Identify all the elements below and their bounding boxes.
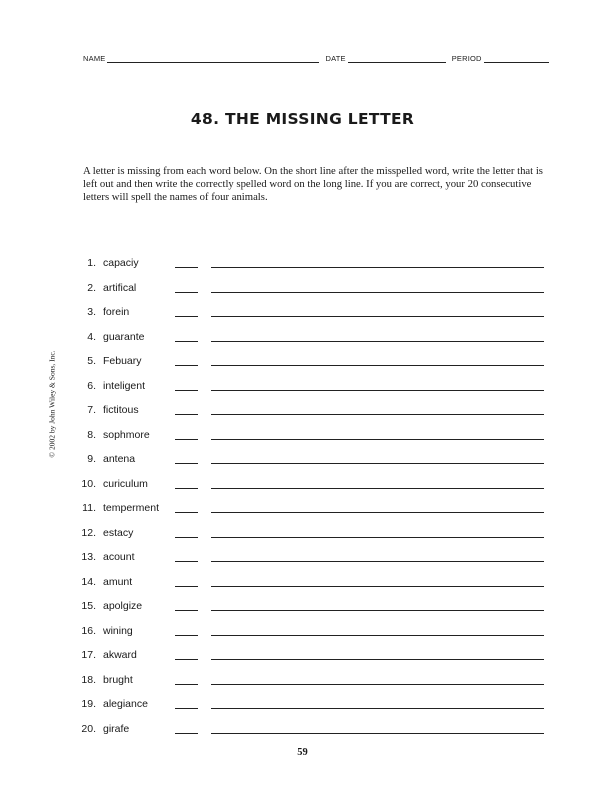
list-item bbox=[0, 350, 605, 375]
item-number: 12. bbox=[81, 526, 96, 539]
item-number: 9. bbox=[87, 453, 96, 465]
instructions-text: A letter is missing from each word below. On the short line after the misspelled word, write the letter that is left out and then write the correctly spelled word on the long line. If you are correct, your 20 consecutive letters will spell the names of four animals. bbox=[83, 165, 543, 203]
missing-letter-blank[interactable] bbox=[175, 341, 198, 342]
missing-letter-blank[interactable] bbox=[175, 512, 198, 513]
missing-letter-blank[interactable] bbox=[175, 414, 198, 415]
corrected-word-blank[interactable] bbox=[211, 684, 544, 685]
item-number: 6. bbox=[87, 379, 96, 392]
list-item bbox=[0, 375, 605, 400]
corrected-word-blank[interactable] bbox=[211, 390, 544, 391]
item-number: 7. bbox=[87, 404, 96, 416]
corrected-word-blank[interactable] bbox=[211, 316, 544, 317]
missing-letter-blank[interactable] bbox=[175, 488, 198, 489]
item-number: 17. bbox=[81, 649, 96, 661]
date-label: DATE bbox=[325, 54, 346, 63]
list-item bbox=[0, 497, 605, 522]
corrected-word-blank[interactable] bbox=[211, 537, 544, 538]
misspelled-word: estacy bbox=[103, 526, 134, 539]
period-blank[interactable] bbox=[484, 54, 549, 63]
item-number: 3. bbox=[87, 306, 96, 318]
missing-letter-blank[interactable] bbox=[175, 439, 198, 440]
corrected-word-blank[interactable] bbox=[211, 635, 544, 636]
list-item bbox=[0, 448, 605, 473]
list-item bbox=[0, 252, 605, 277]
corrected-word-blank[interactable] bbox=[211, 512, 544, 513]
list-item bbox=[0, 424, 605, 449]
misspelled-word: fictitous bbox=[103, 404, 139, 416]
misspelled-word: Febuary bbox=[103, 355, 142, 367]
misspelled-word: inteligent bbox=[103, 379, 146, 392]
misspelled-word: temperment bbox=[103, 502, 160, 514]
word-list bbox=[0, 252, 605, 742]
list-item bbox=[0, 301, 605, 326]
misspelled-word: forein bbox=[103, 306, 130, 318]
corrected-word-blank[interactable] bbox=[211, 610, 544, 611]
corrected-word-blank[interactable] bbox=[211, 586, 544, 587]
misspelled-word: antena bbox=[103, 453, 136, 465]
page-number: 59 bbox=[297, 747, 308, 758]
corrected-word-blank[interactable] bbox=[211, 365, 544, 366]
list-item bbox=[0, 718, 605, 743]
period-label: PERIOD bbox=[451, 54, 482, 63]
misspelled-word: curiculum bbox=[103, 477, 148, 490]
list-item bbox=[0, 399, 605, 424]
missing-letter-blank[interactable] bbox=[175, 659, 198, 660]
missing-letter-blank[interactable] bbox=[175, 316, 198, 317]
misspelled-word: sophmore bbox=[103, 428, 150, 441]
list-item bbox=[0, 473, 605, 498]
item-number: 10. bbox=[81, 477, 96, 490]
missing-letter-blank[interactable] bbox=[175, 365, 198, 366]
misspelled-word: apolgize bbox=[103, 600, 143, 612]
item-number: 19. bbox=[81, 698, 96, 710]
corrected-word-blank[interactable] bbox=[211, 488, 544, 489]
missing-letter-blank[interactable] bbox=[175, 292, 198, 293]
name-blank[interactable] bbox=[107, 54, 319, 63]
list-item bbox=[0, 571, 605, 596]
corrected-word-blank[interactable] bbox=[211, 733, 544, 734]
corrected-word-blank[interactable] bbox=[211, 267, 544, 268]
misspelled-word: brught bbox=[103, 673, 133, 686]
missing-letter-blank[interactable] bbox=[175, 635, 198, 636]
list-item bbox=[0, 326, 605, 351]
missing-letter-blank[interactable] bbox=[175, 390, 198, 391]
item-number: 1. bbox=[87, 257, 96, 269]
misspelled-word: acount bbox=[103, 551, 135, 563]
name-label: NAME bbox=[83, 54, 106, 63]
missing-letter-blank[interactable] bbox=[175, 733, 198, 734]
misspelled-word: alegiance bbox=[103, 698, 148, 710]
item-number: 8. bbox=[87, 428, 96, 441]
misspelled-word: girafe bbox=[103, 722, 130, 735]
item-number: 2. bbox=[87, 281, 96, 294]
corrected-word-blank[interactable] bbox=[211, 659, 544, 660]
misspelled-word: capaciy bbox=[103, 257, 139, 269]
item-number: 18. bbox=[81, 673, 96, 686]
corrected-word-blank[interactable] bbox=[211, 414, 544, 415]
item-number: 16. bbox=[81, 624, 96, 637]
item-number: 11. bbox=[82, 502, 96, 514]
copyright-notice: © 2002 by John Wiley & Sons, Inc. bbox=[47, 350, 57, 458]
corrected-word-blank[interactable] bbox=[211, 341, 544, 342]
corrected-word-blank[interactable] bbox=[211, 708, 544, 709]
item-number: 20. bbox=[81, 722, 96, 735]
corrected-word-blank[interactable] bbox=[211, 463, 544, 464]
item-number: 5. bbox=[87, 355, 96, 367]
list-item bbox=[0, 522, 605, 547]
misspelled-word: guarante bbox=[103, 330, 145, 343]
date-blank[interactable] bbox=[348, 54, 446, 63]
item-number: 14. bbox=[81, 575, 96, 588]
missing-letter-blank[interactable] bbox=[175, 463, 198, 464]
list-item bbox=[0, 546, 605, 571]
missing-letter-blank[interactable] bbox=[175, 537, 198, 538]
student-info-header bbox=[83, 54, 549, 63]
item-number: 13. bbox=[81, 551, 96, 563]
corrected-word-blank[interactable] bbox=[211, 439, 544, 440]
missing-letter-blank[interactable] bbox=[175, 267, 198, 268]
list-item bbox=[0, 620, 605, 645]
misspelled-word: akward bbox=[103, 649, 137, 661]
list-item bbox=[0, 644, 605, 669]
page-title: 48. THE MISSING LETTER bbox=[190, 110, 415, 128]
list-item bbox=[0, 669, 605, 694]
list-item bbox=[0, 693, 605, 718]
missing-letter-blank[interactable] bbox=[175, 561, 198, 562]
misspelled-word: artifical bbox=[103, 281, 137, 294]
item-number: 4. bbox=[87, 330, 96, 343]
list-item bbox=[0, 595, 605, 620]
item-number: 15. bbox=[81, 600, 96, 612]
list-item bbox=[0, 277, 605, 302]
misspelled-word: wining bbox=[103, 624, 133, 637]
missing-letter-blank[interactable] bbox=[175, 586, 198, 587]
corrected-word-blank[interactable] bbox=[211, 561, 544, 562]
corrected-word-blank[interactable] bbox=[211, 292, 544, 293]
misspelled-word: amunt bbox=[103, 575, 133, 588]
missing-letter-blank[interactable] bbox=[175, 684, 198, 685]
missing-letter-blank[interactable] bbox=[175, 610, 198, 611]
missing-letter-blank[interactable] bbox=[175, 708, 198, 709]
